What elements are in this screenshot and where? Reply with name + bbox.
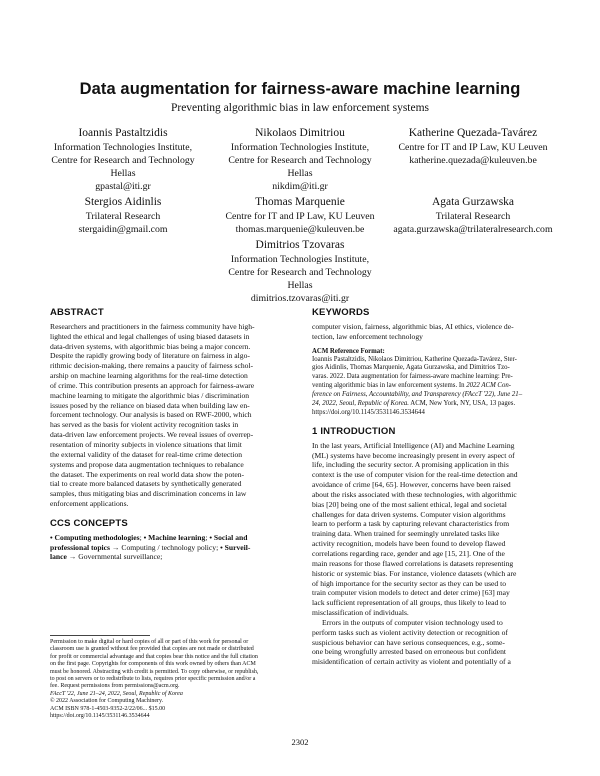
abstract-line: resentation of minority subjects in violence situations that limit bbox=[50, 439, 242, 449]
author-email[interactable]: thomas.marquenie@kuleuven.be bbox=[235, 224, 365, 235]
intro-line: activity recognition, models have been found to develop flawed bbox=[312, 539, 506, 549]
intro-paragraph bbox=[312, 441, 552, 618]
author-name: Katherine Quezada-Tavárez bbox=[408, 127, 538, 139]
permission-line: Permission to make digital or hard copies of all or part of this work for personal or bbox=[50, 639, 249, 645]
intro-line: correlations regarding race, gender and age [15, 21]. One of the bbox=[312, 549, 505, 558]
ccs-term: → Governmental surveillance; bbox=[66, 552, 163, 562]
intro-line: perform tasks such as violent activity detection or recognition of bbox=[312, 627, 508, 637]
author-affiliation: Centre for IT and IP Law, KU Leuven bbox=[398, 142, 548, 153]
reference-line: venting algorithmic bias in law enforcement systems. In bbox=[312, 382, 467, 390]
intro-line: about the risks associated with these technologies, with algorithmic bbox=[312, 489, 517, 499]
author-affiliation: Information Technologies Institute, bbox=[53, 142, 193, 153]
abstract-line: rithmic decision-making, there remains a paucity of fairness schol- bbox=[50, 361, 254, 371]
abstract-line: tial to create more balanced datasets by synthetically generated bbox=[50, 479, 242, 489]
ccs-term: → Computing / technology policy; bbox=[109, 542, 221, 552]
abstract-line: lighted the ethical and legal challenges of using biased datasets in bbox=[50, 331, 250, 341]
intro-line: training data. When trained for seemingly unrelated tasks like bbox=[312, 529, 500, 539]
introduction-heading: 1 INTRODUCTION bbox=[312, 425, 396, 437]
intro-line: challenges for data driven systems. Computer vision algorithms bbox=[312, 509, 506, 519]
intro-line: In the last years, Artificial Intelligence (AI) and Machine Learning bbox=[312, 440, 515, 450]
permission-line: to post on servers or to redistribute to lists, requires prior specific permission and/or a bbox=[50, 676, 256, 683]
permission-line: on the first page. Copyrights for components of this work owned by others than ACM bbox=[50, 661, 256, 668]
author-affiliation: Centre for Research and Technology bbox=[51, 155, 195, 166]
paper-subtitle: Preventing algorithmic bias in law enforcement systems bbox=[170, 102, 430, 114]
ccs-term: • Social and bbox=[209, 532, 248, 542]
abstract-text bbox=[50, 322, 290, 509]
author-block bbox=[373, 195, 573, 236]
author-email[interactable]: agata.gurzawska@trilateralresearch.com bbox=[393, 224, 553, 235]
intro-line: Errors in the outputs of computer vision technology used to bbox=[322, 617, 503, 627]
left-column bbox=[50, 308, 290, 562]
abstract-line: enforcement applications. bbox=[50, 499, 129, 509]
keywords-line: tection, law enforcement technology bbox=[312, 331, 423, 341]
author-affiliation: Trilateral Research bbox=[85, 211, 161, 222]
author-name: Thomas Marquenie bbox=[255, 196, 345, 208]
reference-venue: 2022 ACM Con- bbox=[466, 382, 512, 390]
author-affiliation: Centre for Research and Technology bbox=[228, 155, 372, 166]
abstract-line: has served as the basis for violent activity recognition tasks in bbox=[50, 420, 239, 430]
copyright-line: © 2022 Association for Computing Machinery. bbox=[50, 698, 164, 705]
author-affiliation: Trilateral Research bbox=[435, 211, 511, 222]
ccs-heading: CCS CONCEPTS bbox=[50, 517, 128, 529]
abstract-line: issues posed by the reliance on biased data when building law en- bbox=[50, 400, 250, 410]
author-block bbox=[38, 195, 208, 236]
intro-paragraph bbox=[312, 618, 552, 667]
author-affiliation: Centre for Research and Technology bbox=[228, 267, 372, 278]
ccs-term: • Surveil- bbox=[220, 542, 251, 552]
reference-venue: ference on Fairness, Accountability, and Transparency (FAccT '22), June 21– bbox=[312, 391, 523, 399]
reference-line: gios Aidinlis, Thomas Marquenie, Agata Gurzawska, and Dimitrios Tzo- bbox=[312, 364, 510, 372]
permission-line: classroom use is granted without fee provided that copies are not made or distributed bbox=[50, 646, 254, 653]
paper-title: Data augmentation for fairness-aware machine learning bbox=[79, 80, 521, 98]
intro-line: bias [20] being one of the most salient ethical, legal and societal bbox=[312, 499, 507, 509]
abstract-line: Researchers and practitioners in the fairness community have high- bbox=[50, 321, 255, 331]
intro-line: life, including the security sector. A promising application in this bbox=[312, 460, 509, 470]
author-email[interactable]: dimitrios.tzovaras@iti.gr bbox=[250, 293, 350, 304]
intro-line: one being wrongfully arrested based on erroneous but confident bbox=[312, 647, 507, 657]
ccs-sep: ; bbox=[205, 532, 210, 542]
keywords-line: computer vision, fairness, algorithmic bias, AI ethics, violence de- bbox=[312, 321, 514, 331]
author-affiliation: Information Technologies Institute, bbox=[230, 142, 370, 153]
doi-link[interactable]: https://doi.org/10.1145/3531146.3534644 bbox=[50, 713, 150, 720]
ccs-text bbox=[50, 533, 290, 563]
author-name: Ioannis Pastaltzidis bbox=[78, 127, 168, 139]
abstract-line: machine learning to mitigate the algorithmic bias / discrimination bbox=[50, 390, 250, 400]
intro-line: train computer vision models to detect and deter crime) [63] may bbox=[312, 588, 510, 598]
permission-line: for profit or commercial advantage and that copies bear this notice and the full citation bbox=[50, 653, 258, 660]
reference-text bbox=[312, 356, 552, 418]
author-email[interactable]: gpastal@iti.gr bbox=[95, 181, 151, 192]
intro-line: historic or systemic bias. For instance, violence datasets (which are bbox=[312, 568, 517, 578]
abstract-line: systems and propose data augmentation techniques to rebalance bbox=[50, 459, 244, 469]
abstract-heading: ABSTRACT bbox=[50, 307, 104, 318]
reference-venue: 24, 2022, Seoul, Republic of Korea. bbox=[312, 400, 409, 408]
author-name: Dimitrios Tzovaras bbox=[255, 239, 345, 251]
reference-line: ACM, New York, NY, USA, 13 pages. bbox=[408, 400, 516, 408]
author-name: Agata Gurzawska bbox=[431, 196, 515, 208]
author-block bbox=[215, 238, 385, 305]
author-email[interactable]: nikdim@iti.gr bbox=[272, 181, 328, 192]
intro-line: misclassification of individuals. bbox=[312, 608, 409, 618]
ccs-term: professional topics bbox=[50, 542, 110, 552]
reference-heading: ACM Reference Format: bbox=[312, 347, 385, 355]
author-block bbox=[38, 126, 208, 193]
ccs-term: • Machine learning bbox=[143, 532, 206, 542]
author-block bbox=[378, 126, 568, 167]
intro-line: context is the use of computer vision for the real-time detection and bbox=[312, 470, 518, 480]
abstract-line: the external validity of the dataset for real-time crime detection bbox=[50, 449, 243, 459]
abstract-line: forcement technology. Our analysis is based on RWF-2000, which bbox=[50, 410, 252, 420]
ccs-sep: ; bbox=[139, 532, 144, 542]
abstract-line: data-driven law enforcement projects. We reveal issues of overrep- bbox=[50, 430, 254, 440]
permission-line: fee. Request permissions from permissions@acm.org. bbox=[50, 683, 180, 690]
permission-line: must be honored. Abstracting with credit is permitted. To copy otherwise, or republish, bbox=[50, 668, 259, 675]
footnote-rule bbox=[50, 635, 150, 636]
reference-doi-link[interactable]: https://doi.org/10.1145/3531146.3534644 bbox=[312, 408, 425, 416]
abstract-line: arship on machine learning algorithms for the real-time detection bbox=[50, 371, 248, 381]
reference-line: Ioannis Pastaltzidis, Nikolaos Dimitriou, Katherine Quezada-Tavárez, Ster- bbox=[312, 355, 517, 363]
ccs-term: • Computing methodologies bbox=[50, 532, 140, 542]
intro-line: lack sufficient representation of all groups, thus likely to lead to bbox=[312, 598, 507, 608]
author-email[interactable]: stergaidin@gmail.com bbox=[78, 224, 168, 235]
abstract-line: of crime. This contribution presents an approach for fairness-aware bbox=[50, 380, 255, 390]
intro-line: suspicious behavior can have serious consequences, e.g., some- bbox=[312, 637, 505, 647]
author-affiliation: Hellas bbox=[287, 280, 313, 291]
intro-line: avoidance of crime [64, 65]. However, concerns have been raised bbox=[312, 480, 511, 490]
keywords-heading: KEYWORDS bbox=[312, 307, 370, 318]
author-affiliation: Hellas bbox=[110, 168, 136, 179]
intro-line: main reasons for those flawed correlations is datasets representing bbox=[312, 558, 514, 568]
permission-notice bbox=[50, 639, 290, 720]
author-name: Stergios Aidinlis bbox=[84, 196, 162, 208]
author-affiliation: Centre for IT and IP Law, KU Leuven bbox=[225, 211, 375, 222]
page-number: 2302 bbox=[291, 737, 309, 747]
intro-line: learn to perform a task by capturing relevant characteristics from bbox=[312, 519, 510, 529]
abstract-line: the dataset. The experiments on real world data show the poten- bbox=[50, 469, 245, 479]
intro-line: misidentification of certain activity as violent and potentially of a bbox=[312, 657, 511, 667]
ccs-term: lance bbox=[50, 552, 67, 562]
author-affiliation: Information Technologies Institute, bbox=[230, 254, 370, 265]
author-email[interactable]: katherine.quezada@kuleuven.be bbox=[409, 155, 537, 166]
intro-line: (ML) systems have become increasingly present in every aspect of bbox=[312, 450, 515, 460]
intro-line: of high importance for the security sector as they can be used to bbox=[312, 578, 506, 588]
right-column bbox=[312, 308, 552, 667]
abstract-line: samples, thus mitigating bias and discrimination concerns in law bbox=[50, 489, 247, 499]
author-name: Nikolaos Dimitriou bbox=[255, 127, 345, 139]
isbn-line: ACM ISBN 978-1-4503-9352-2/22/06... $15.00 bbox=[50, 705, 166, 712]
abstract-line: Despite the rapidly growing body of literature on fairness in algo- bbox=[50, 351, 250, 361]
abstract-line: data-driven systems, with algorithmic bias being a major concern. bbox=[50, 341, 251, 351]
conference-line: FAccT '22, June 21–24, 2022, Seoul, Republic of Korea bbox=[50, 690, 183, 697]
author-block bbox=[215, 126, 385, 193]
reference-line: varas. 2022. Data augmentation for fairness-aware machine learning: Pre- bbox=[312, 373, 513, 381]
author-affiliation: Hellas bbox=[287, 168, 313, 179]
author-block bbox=[215, 195, 385, 236]
